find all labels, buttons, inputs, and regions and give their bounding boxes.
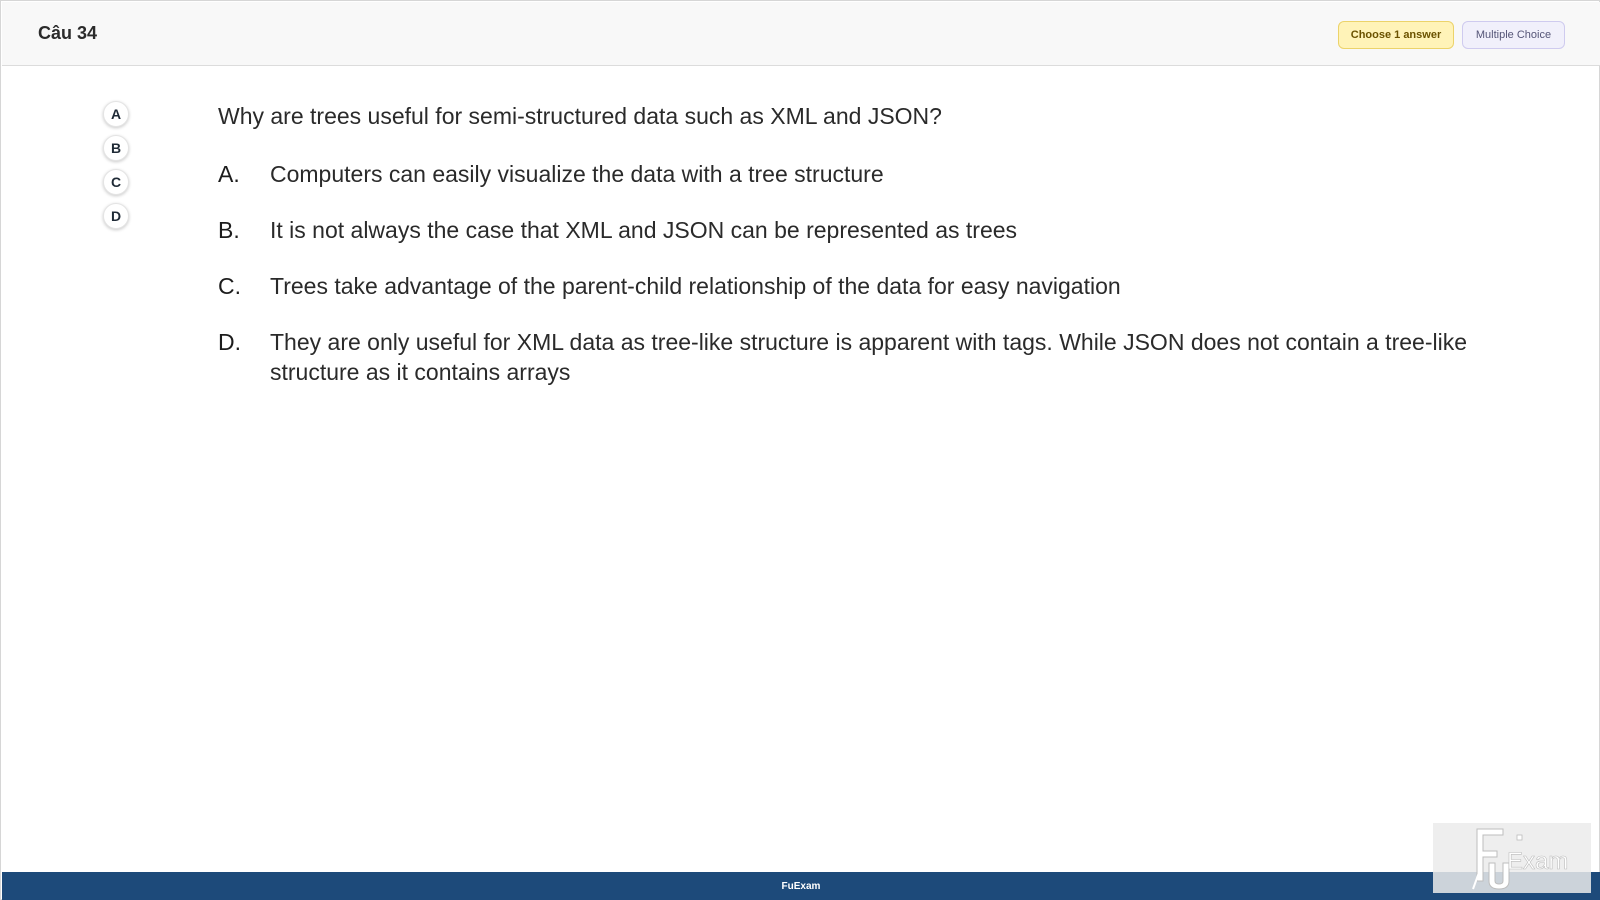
fuexam-watermark-logo [1433, 823, 1591, 893]
option-d-letter: D. [218, 329, 241, 355]
option-c-text: Trees take advantage of the parent-child relationship of the data for easy navigation [270, 273, 1121, 299]
question-header [2, 2, 1600, 66]
answer-nav-a-button[interactable]: A [103, 101, 129, 127]
svg-text:Exam: Exam [1507, 848, 1569, 875]
question-type-badge: Multiple Choice [1462, 21, 1565, 49]
option-d-text: They are only useful for XML data as tree-like structure is apparent with tags. While JSON does not contain a tree-like structure as it contains arrays [270, 329, 1467, 385]
option-d[interactable] [218, 327, 1548, 389]
answer-nav-b-button[interactable]: B [103, 135, 129, 161]
question-text: Why are trees useful for semi-structured data such as XML and JSON? [218, 103, 942, 129]
option-a-letter: A. [218, 161, 240, 187]
option-c-letter: C. [218, 273, 241, 299]
choose-answer-badge: Choose 1 answer [1338, 21, 1454, 49]
footer-bar [2, 872, 1600, 900]
question-number: Câu 34 [38, 23, 98, 43]
option-b-text: It is not always the case that XML and JSON can be represented as trees [270, 217, 1018, 243]
footer-brand: FuExam [781, 880, 821, 892]
fuexam-logo-icon [1433, 823, 1591, 893]
answer-nav-c-button[interactable]: C [103, 169, 129, 195]
option-b-letter: B. [218, 217, 240, 243]
answer-nav-d-button[interactable]: D [103, 203, 129, 229]
option-a-text: Computers can easily visualize the data with a tree structure [270, 161, 884, 187]
